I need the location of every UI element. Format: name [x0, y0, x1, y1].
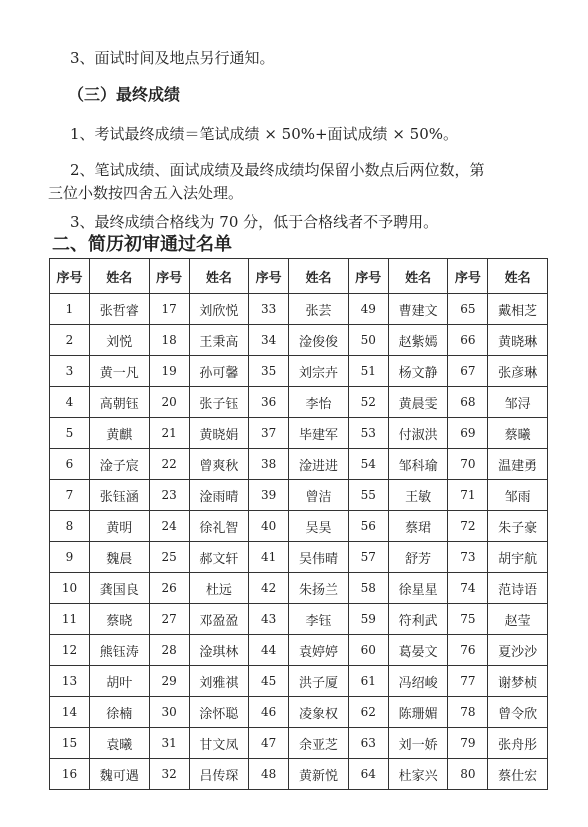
table-row — [50, 635, 548, 666]
final-score-formula-paragraph: 1、考试最终成绩＝笔试成绩 × 50%+面试成绩 × 50%。 — [70, 125, 459, 143]
candidate-name-cell: 张芸 — [289, 294, 349, 325]
candidate-name-cell: 淦子宸 — [90, 449, 150, 480]
serial-number-cell: 73 — [448, 542, 488, 573]
table-row — [50, 418, 548, 449]
candidate-name-cell: 甘文凤 — [189, 728, 249, 759]
candidate-name-cell: 魏可遇 — [90, 759, 150, 790]
table-row — [50, 728, 548, 759]
candidate-name-cell: 刘雅祺 — [189, 666, 249, 697]
candidate-name-cell: 淦雨晴 — [189, 480, 249, 511]
serial-number-cell: 58 — [348, 573, 388, 604]
serial-number-cell: 78 — [448, 697, 488, 728]
serial-number-cell: 15 — [50, 728, 90, 759]
serial-number-cell: 35 — [249, 356, 289, 387]
candidate-name-cell: 谢梦桢 — [488, 666, 548, 697]
serial-number-cell: 48 — [249, 759, 289, 790]
serial-number-cell: 71 — [448, 480, 488, 511]
table-row — [50, 387, 548, 418]
roster-header — [50, 259, 548, 294]
serial-number-cell: 54 — [348, 449, 388, 480]
candidate-name-cell: 吕传琛 — [189, 759, 249, 790]
serial-number-cell: 52 — [348, 387, 388, 418]
serial-number-cell: 77 — [448, 666, 488, 697]
table-row — [50, 449, 548, 480]
candidate-name-cell: 毕建军 — [289, 418, 349, 449]
candidate-name-cell: 曾令欣 — [488, 697, 548, 728]
rounding-rule-paragraph-line1: 2、笔试成绩、面试成绩及最终成绩均保留小数点后两位数，第 — [70, 161, 485, 179]
table-row — [50, 356, 548, 387]
candidate-name-cell: 徐礼智 — [189, 511, 249, 542]
serial-number-cell: 20 — [149, 387, 189, 418]
serial-number-cell: 49 — [348, 294, 388, 325]
serial-number-cell: 8 — [50, 511, 90, 542]
candidate-name-cell: 朱子豪 — [488, 511, 548, 542]
candidate-name-cell: 黄一凡 — [90, 356, 150, 387]
candidate-name-cell: 黄明 — [90, 511, 150, 542]
serial-number-cell: 53 — [348, 418, 388, 449]
candidate-name-cell: 袁曦 — [90, 728, 150, 759]
candidate-name-cell: 高朝钰 — [90, 387, 150, 418]
serial-number-cell: 22 — [149, 449, 189, 480]
candidate-name-cell: 魏晨 — [90, 542, 150, 573]
candidate-name-cell: 孙可馨 — [189, 356, 249, 387]
serial-number-cell: 3 — [50, 356, 90, 387]
serial-number-cell: 38 — [249, 449, 289, 480]
table-row — [50, 759, 548, 790]
candidate-name-cell: 余亚芝 — [289, 728, 349, 759]
serial-number-cell: 69 — [448, 418, 488, 449]
candidate-roster-table — [49, 258, 548, 790]
serial-number-cell: 12 — [50, 635, 90, 666]
candidate-name-cell: 舒芳 — [388, 542, 448, 573]
serial-number-cell: 45 — [249, 666, 289, 697]
table-row — [50, 573, 548, 604]
candidate-name-cell: 张彦琳 — [488, 356, 548, 387]
column-header-name: 姓名 — [189, 259, 249, 294]
candidate-name-cell: 戴相芝 — [488, 294, 548, 325]
table-row — [50, 511, 548, 542]
serial-number-cell: 41 — [249, 542, 289, 573]
candidate-name-cell: 黄晨雯 — [388, 387, 448, 418]
table-row — [50, 697, 548, 728]
candidate-name-cell: 淦进进 — [289, 449, 349, 480]
table-row — [50, 480, 548, 511]
serial-number-cell: 7 — [50, 480, 90, 511]
candidate-name-cell: 赵紫嫣 — [388, 325, 448, 356]
serial-number-cell: 25 — [149, 542, 189, 573]
candidate-name-cell: 曾爽秋 — [189, 449, 249, 480]
serial-number-cell: 72 — [448, 511, 488, 542]
roster-body — [50, 294, 548, 790]
candidate-name-cell: 黄晓琳 — [488, 325, 548, 356]
interview-notice-paragraph: 3、面试时间及地点另行通知。 — [70, 49, 275, 67]
candidate-name-cell: 刘欣悦 — [189, 294, 249, 325]
candidate-name-cell: 胡叶 — [90, 666, 150, 697]
candidate-name-cell: 蔡曦 — [488, 418, 548, 449]
serial-number-cell: 28 — [149, 635, 189, 666]
candidate-name-cell: 王敏 — [388, 480, 448, 511]
candidate-name-cell: 葛晏文 — [388, 635, 448, 666]
serial-number-cell: 32 — [149, 759, 189, 790]
serial-number-cell: 44 — [249, 635, 289, 666]
candidate-name-cell: 洪子厦 — [289, 666, 349, 697]
serial-number-cell: 56 — [348, 511, 388, 542]
serial-number-cell: 11 — [50, 604, 90, 635]
candidate-name-cell: 龚国良 — [90, 573, 150, 604]
serial-number-cell: 10 — [50, 573, 90, 604]
serial-number-cell: 50 — [348, 325, 388, 356]
candidate-name-cell: 付淑洪 — [388, 418, 448, 449]
candidate-name-cell: 张钰涵 — [90, 480, 150, 511]
serial-number-cell: 19 — [149, 356, 189, 387]
candidate-name-cell: 李怡 — [289, 387, 349, 418]
candidate-name-cell: 吴伟晴 — [289, 542, 349, 573]
candidate-name-cell: 邹科瑜 — [388, 449, 448, 480]
serial-number-cell: 79 — [448, 728, 488, 759]
serial-number-cell: 55 — [348, 480, 388, 511]
serial-number-cell: 64 — [348, 759, 388, 790]
final-score-heading: （三）最终成绩 — [68, 85, 181, 104]
serial-number-cell: 66 — [448, 325, 488, 356]
serial-number-cell: 57 — [348, 542, 388, 573]
column-header-serial: 序号 — [348, 259, 388, 294]
serial-number-cell: 17 — [149, 294, 189, 325]
column-header-name: 姓名 — [90, 259, 150, 294]
serial-number-cell: 46 — [249, 697, 289, 728]
serial-number-cell: 63 — [348, 728, 388, 759]
table-row — [50, 294, 548, 325]
candidate-name-cell: 邹雨 — [488, 480, 548, 511]
candidate-name-cell: 陈珊媚 — [388, 697, 448, 728]
table-row — [50, 325, 548, 356]
candidate-name-cell: 胡宇航 — [488, 542, 548, 573]
candidate-name-cell: 黄麒 — [90, 418, 150, 449]
column-header-serial: 序号 — [50, 259, 90, 294]
candidate-name-cell: 蔡仕宏 — [488, 759, 548, 790]
table-row — [50, 666, 548, 697]
candidate-name-cell: 徐楠 — [90, 697, 150, 728]
candidate-name-cell: 蔡晓 — [90, 604, 150, 635]
serial-number-cell: 65 — [448, 294, 488, 325]
serial-number-cell: 40 — [249, 511, 289, 542]
candidate-name-cell: 温建勇 — [488, 449, 548, 480]
serial-number-cell: 18 — [149, 325, 189, 356]
passing-line-paragraph: 3、最终成绩合格线为 70 分，低于合格线者不予聘用。 — [70, 213, 439, 231]
candidate-name-cell: 王秉高 — [189, 325, 249, 356]
serial-number-cell: 31 — [149, 728, 189, 759]
candidate-name-cell: 徐星星 — [388, 573, 448, 604]
serial-number-cell: 6 — [50, 449, 90, 480]
candidate-name-cell: 刘宗卉 — [289, 356, 349, 387]
serial-number-cell: 42 — [249, 573, 289, 604]
candidate-name-cell: 袁婷婷 — [289, 635, 349, 666]
candidate-name-cell: 李钰 — [289, 604, 349, 635]
candidate-name-cell: 黄晓娟 — [189, 418, 249, 449]
serial-number-cell: 1 — [50, 294, 90, 325]
candidate-name-cell: 赵莹 — [488, 604, 548, 635]
serial-number-cell: 29 — [149, 666, 189, 697]
serial-number-cell: 62 — [348, 697, 388, 728]
serial-number-cell: 68 — [448, 387, 488, 418]
candidate-name-cell: 夏沙沙 — [488, 635, 548, 666]
rounding-rule-paragraph-line2: 三位小数按四舍五入法处理。 — [48, 184, 244, 202]
candidate-name-cell: 张子钰 — [189, 387, 249, 418]
candidate-name-cell: 范诗语 — [488, 573, 548, 604]
serial-number-cell: 24 — [149, 511, 189, 542]
serial-number-cell: 9 — [50, 542, 90, 573]
serial-number-cell: 5 — [50, 418, 90, 449]
candidate-name-cell: 杜家兴 — [388, 759, 448, 790]
serial-number-cell: 2 — [50, 325, 90, 356]
serial-number-cell: 76 — [448, 635, 488, 666]
serial-number-cell: 60 — [348, 635, 388, 666]
candidate-name-cell: 熊钰涛 — [90, 635, 150, 666]
candidate-name-cell: 冯绍峻 — [388, 666, 448, 697]
column-header-serial: 序号 — [448, 259, 488, 294]
candidate-name-cell: 张舟彤 — [488, 728, 548, 759]
serial-number-cell: 74 — [448, 573, 488, 604]
candidate-name-cell: 杨文静 — [388, 356, 448, 387]
serial-number-cell: 43 — [249, 604, 289, 635]
serial-number-cell: 70 — [448, 449, 488, 480]
serial-number-cell: 47 — [249, 728, 289, 759]
candidate-name-cell: 吴昊 — [289, 511, 349, 542]
candidate-name-cell: 杜远 — [189, 573, 249, 604]
serial-number-cell: 21 — [149, 418, 189, 449]
candidate-name-cell: 邹浔 — [488, 387, 548, 418]
candidate-name-cell: 张哲睿 — [90, 294, 150, 325]
column-header-name: 姓名 — [488, 259, 548, 294]
serial-number-cell: 13 — [50, 666, 90, 697]
serial-number-cell: 27 — [149, 604, 189, 635]
serial-number-cell: 34 — [249, 325, 289, 356]
serial-number-cell: 80 — [448, 759, 488, 790]
candidate-name-cell: 淦琪林 — [189, 635, 249, 666]
serial-number-cell: 39 — [249, 480, 289, 511]
serial-number-cell: 59 — [348, 604, 388, 635]
serial-number-cell: 51 — [348, 356, 388, 387]
candidate-name-cell: 蔡珺 — [388, 511, 448, 542]
candidate-name-cell: 曾洁 — [289, 480, 349, 511]
serial-number-cell: 26 — [149, 573, 189, 604]
candidate-name-cell: 刘一娇 — [388, 728, 448, 759]
serial-number-cell: 67 — [448, 356, 488, 387]
serial-number-cell: 37 — [249, 418, 289, 449]
column-header-serial: 序号 — [249, 259, 289, 294]
serial-number-cell: 14 — [50, 697, 90, 728]
candidate-name-cell: 曹建文 — [388, 294, 448, 325]
serial-number-cell: 23 — [149, 480, 189, 511]
candidate-name-cell: 凌象权 — [289, 697, 349, 728]
serial-number-cell: 4 — [50, 387, 90, 418]
candidate-name-cell: 邓盈盈 — [189, 604, 249, 635]
column-header-serial: 序号 — [149, 259, 189, 294]
serial-number-cell: 61 — [348, 666, 388, 697]
serial-number-cell: 36 — [249, 387, 289, 418]
serial-number-cell: 75 — [448, 604, 488, 635]
table-row — [50, 542, 548, 573]
serial-number-cell: 30 — [149, 697, 189, 728]
serial-number-cell: 33 — [249, 294, 289, 325]
serial-number-cell: 16 — [50, 759, 90, 790]
candidate-name-cell: 郝文轩 — [189, 542, 249, 573]
roster-header-row — [50, 259, 548, 294]
candidate-name-cell: 朱扬兰 — [289, 573, 349, 604]
column-header-name: 姓名 — [289, 259, 349, 294]
candidate-name-cell: 涂怀聪 — [189, 697, 249, 728]
column-header-name: 姓名 — [388, 259, 448, 294]
candidate-name-cell: 淦俊俊 — [289, 325, 349, 356]
candidate-name-cell: 符利武 — [388, 604, 448, 635]
screening-list-heading: 二、简历初审通过名单 — [52, 234, 232, 255]
candidate-name-cell: 黄新悦 — [289, 759, 349, 790]
candidate-name-cell: 刘悦 — [90, 325, 150, 356]
table-row — [50, 604, 548, 635]
